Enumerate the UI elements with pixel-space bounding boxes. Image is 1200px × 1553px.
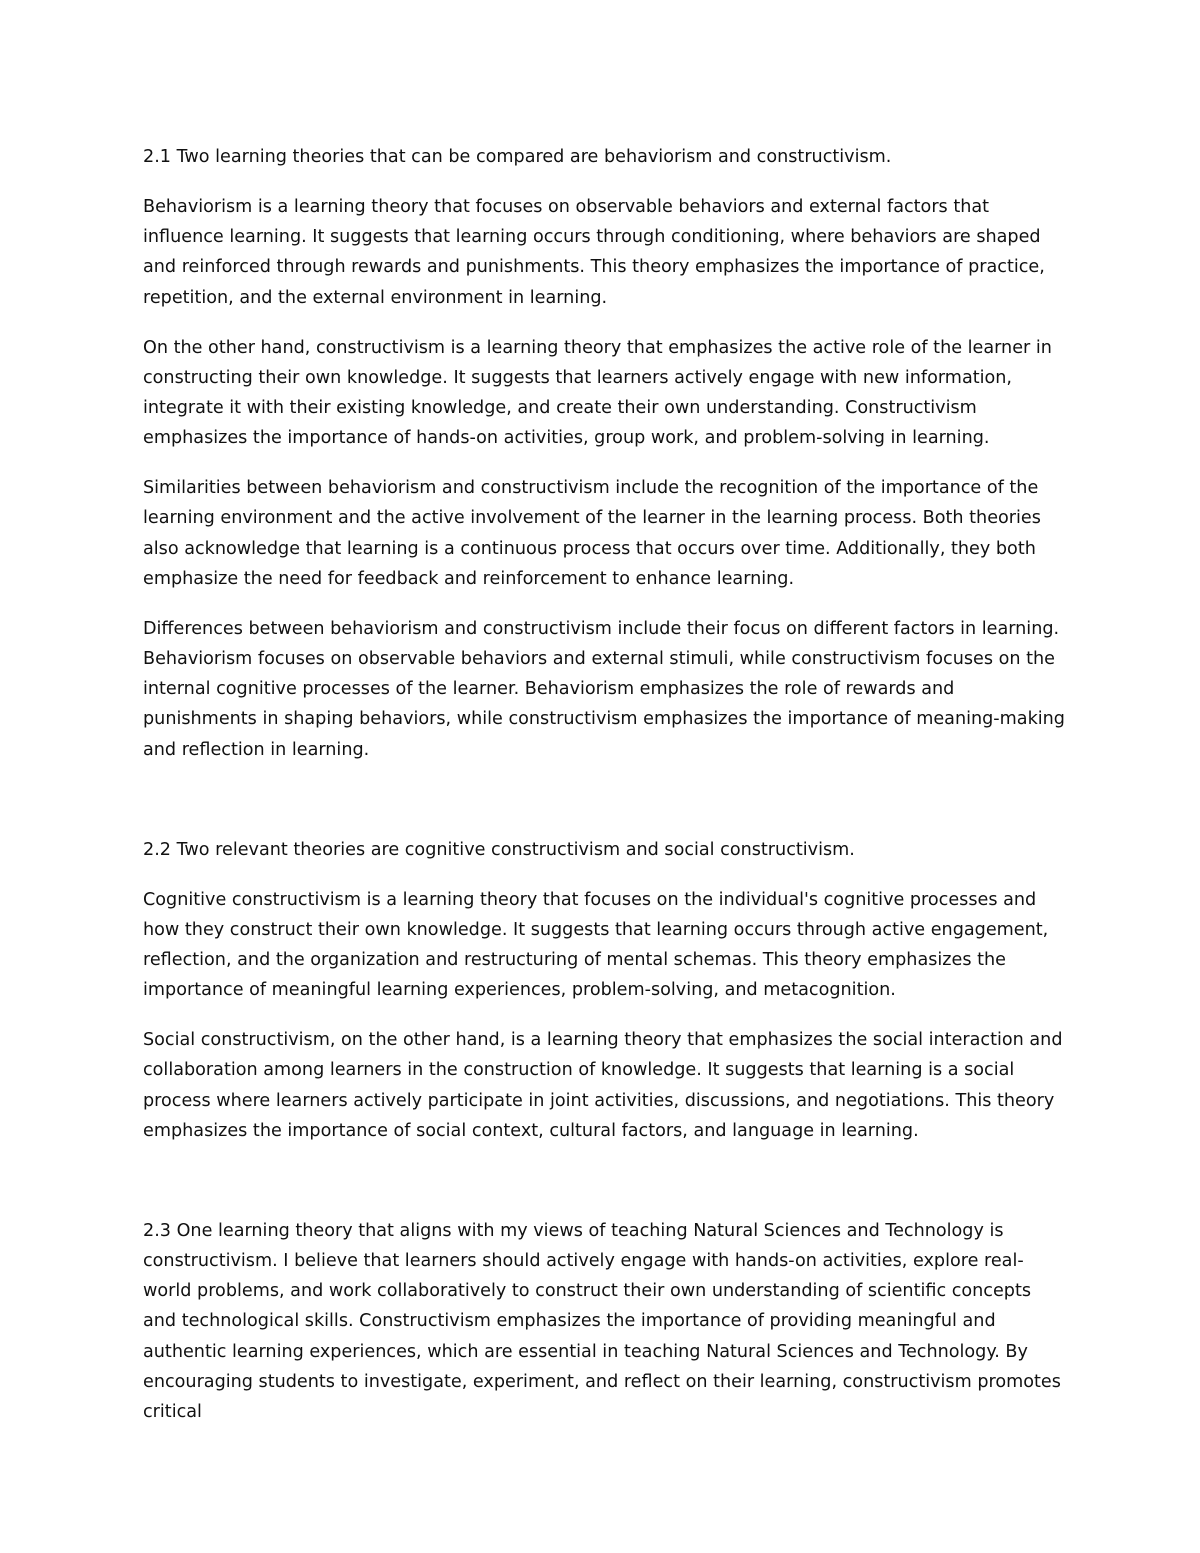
paragraph-personal-view: 2.3 One learning theory that aligns with my views of teaching Natural Sciences and Technology is constructivism. I believe that learners should actively engage with hands-on activities, explore real-world problems, and work collaboratively to construct their own understanding of scientific concepts and technological skills. Constructivism emphasizes the importance of providing meaningful and authentic learning experiences, which are essential in teaching Natural Sciences and Technology. By encouraging students to investigate, experiment, and reflect on their learning, constructivism promotes critical xyxy=(143,1220,1061,1423)
paragraph-constructivism: On the other hand, constructivism is a learning theory that emphasizes the active role of the learner in constructing their own knowledge. It suggests that learners actively engage with new information, integrate it with their existing knowledge, and create their own understanding. Constructivism emphasizes the importance of hands-on activities, group work, and problem-solving in learning. xyxy=(143,337,1052,449)
section-2-2 xyxy=(143,835,1068,1146)
section-spacer xyxy=(143,1166,1068,1216)
paragraph-cognitive-constructivism: Cognitive constructivism is a learning theory that focuses on the individual's cognitive processes and how they construct their own knowledge. It suggests that learning occurs through active engagement, reflection, and the organization and restructuring of mental schemas. This theory emphasizes the importance of meaningful learning experiences, problem-solving, and metacognition. xyxy=(143,889,1049,1001)
paragraph-similarities: Similarities between behaviorism and constructivism include the recognition of the importance of the learning environment and the active involvement of the learner in the learning process. Both theories also acknowledge that learning is a continuous process that occurs over time. Additionally, they both emphasize the need for feedback and reinforcement to enhance learning. xyxy=(143,478,1041,589)
section-heading: 2.1 Two learning theories that can be compared are behaviorism and constructivism. xyxy=(143,147,892,167)
paragraph-differences: Differences between behaviorism and constructivism include their focus on different factors in learning. Behaviorism focuses on observable behaviors and external stimuli, while constructivism focuses on the internal cognitive processes of the learner. Behaviorism emphasizes the role of rewards and punishments in shaping behaviors, while constructivism emphasizes the importance of meaning-making and reflection in learning. xyxy=(143,618,1065,760)
section-2-3 xyxy=(143,1216,1068,1427)
section-2-1 xyxy=(143,142,1068,765)
section-heading: 2.2 Two relevant theories are cognitive constructivism and social constructivism. xyxy=(143,839,855,860)
paragraph-behaviorism: Behaviorism is a learning theory that focuses on observable behaviors and external factors that influence learning. It suggests that learning occurs through conditioning, where behaviors are shaped and reinforced through rewards and punishments. This theory emphasizes the importance of practice, repetition, and the external environment in learning. xyxy=(143,197,1045,308)
document-body xyxy=(143,142,1068,1447)
section-spacer xyxy=(143,785,1068,835)
paragraph-social-constructivism: Social constructivism, on the other hand, is a learning theory that emphasizes the social interaction and collaboration among learners in the construction of knowledge. It suggests that learning is a social process where learners actively participate in joint activities, discussions, and negotiations. This theory emphasizes the importance of social context, cultural factors, and language in learning. xyxy=(143,1030,1063,1141)
